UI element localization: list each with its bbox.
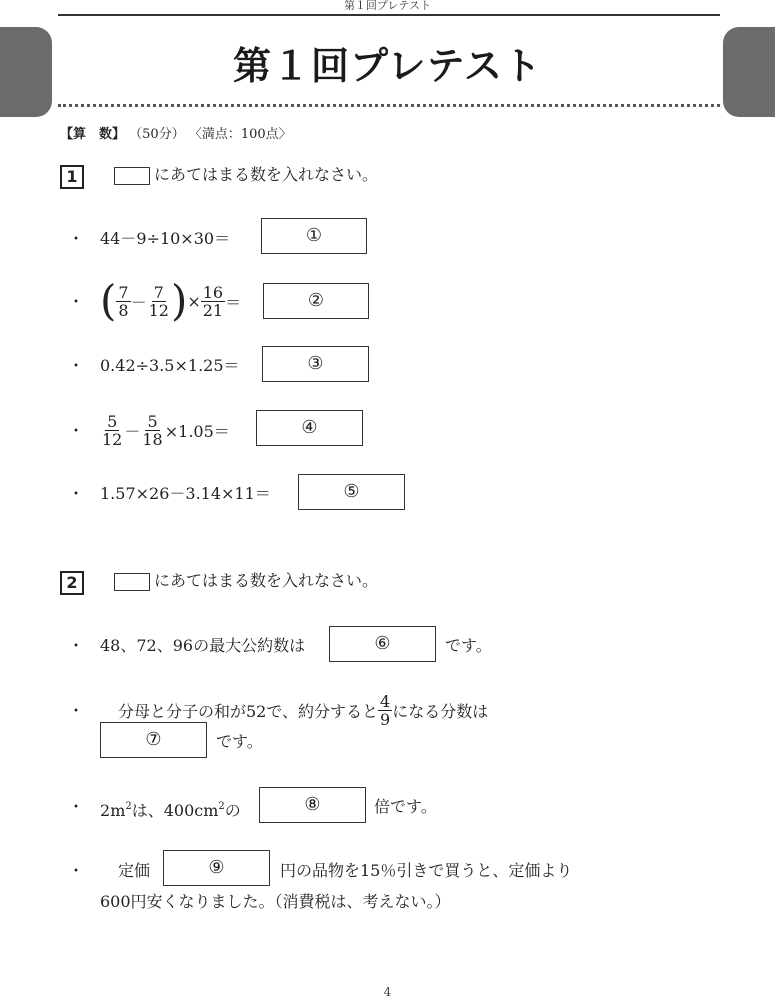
blank-box-2 [114,573,150,591]
answer-box-6[interactable]: ⑥ [329,626,436,662]
dotted-divider [58,104,720,107]
answer-box-3[interactable]: ③ [262,346,369,382]
bullet: ・ [68,636,85,655]
question-text-9: 定価 [118,861,151,880]
subject-label: 【算 数】 [60,127,126,142]
equals-sign: ＝ [225,292,242,312]
max-points: 〈満点：100点〉 [188,127,292,142]
times-sign: × [187,291,201,311]
subject-line [60,126,292,144]
suffix-text: 倍です。 [374,797,437,816]
expression-tail: ×1.05＝ [164,421,230,441]
question-number-2: 2 [60,571,84,595]
bullet: ・ [68,861,85,880]
minus-sign: － [124,421,141,441]
bullet: ・ [68,797,85,816]
fraction: $\frac{7}{12}$ [148,282,169,320]
expression-4 [100,410,230,450]
section2-instruction: にあてはまる数を入れなさい。 [154,571,379,590]
fraction: $\frac{16}{21}$ [202,282,224,320]
expression-1: 44－9÷10×30＝ [100,229,231,248]
question-text-8: $2m^2$は、$400cm^2$の [100,801,241,820]
fraction: $\frac{5}{12}$ [102,411,123,449]
suffix-text: です。 [445,636,492,655]
question-text-9c: 600円安くなりました。（消費税は、考えない。） [100,892,451,911]
answer-box-2[interactable]: ② [263,283,369,319]
question-text: 分母と分子の和が52で、約分すると [118,701,379,721]
running-header: 第１回プレテスト [343,0,432,12]
expression-3: 0.42÷3.5×1.25＝ [100,356,240,375]
minus-sign: － [130,292,147,312]
section1-instruction: にあてはまる数を入れなさい。 [154,165,379,184]
answer-box-8[interactable]: ⑧ [259,787,366,823]
bullet: ・ [68,484,85,503]
page-number: 4 [383,985,392,999]
expression-5: 1.57×26－3.14×11＝ [100,484,271,503]
bullet: ・ [68,356,85,375]
answer-box-9[interactable]: ⑨ [163,850,270,886]
bullet: ・ [68,292,85,311]
fraction: $\frac{4}{9}$ [380,691,391,729]
answer-box-5[interactable]: ⑤ [298,474,405,510]
bullet: ・ [68,229,85,248]
question-text-6: 48、72、96の最大公約数は [100,636,306,655]
blank-box-1 [114,167,150,185]
open-paren: ( [100,276,117,325]
question-text: になる分数は [392,701,489,721]
fraction: $\frac{7}{8}$ [118,282,129,320]
answer-box-4[interactable]: ④ [256,410,363,446]
expression-2 [100,276,242,325]
suffix-text: です。 [216,732,263,751]
answer-box-1[interactable]: ① [261,218,367,254]
bullet: ・ [68,421,85,440]
page-title: 第１回プレテスト [233,44,542,88]
answer-box-7[interactable]: ⑦ [100,722,207,758]
question-number-1: 1 [60,165,84,189]
question-text-9b: 円の品物を15％引きで買うと、定価より [280,861,573,880]
bullet: ・ [68,701,85,720]
header-rule [58,14,720,16]
time-limit: （50分） [129,127,185,142]
fraction: $\frac{5}{18}$ [142,411,163,449]
close-paren: ) [170,276,188,325]
